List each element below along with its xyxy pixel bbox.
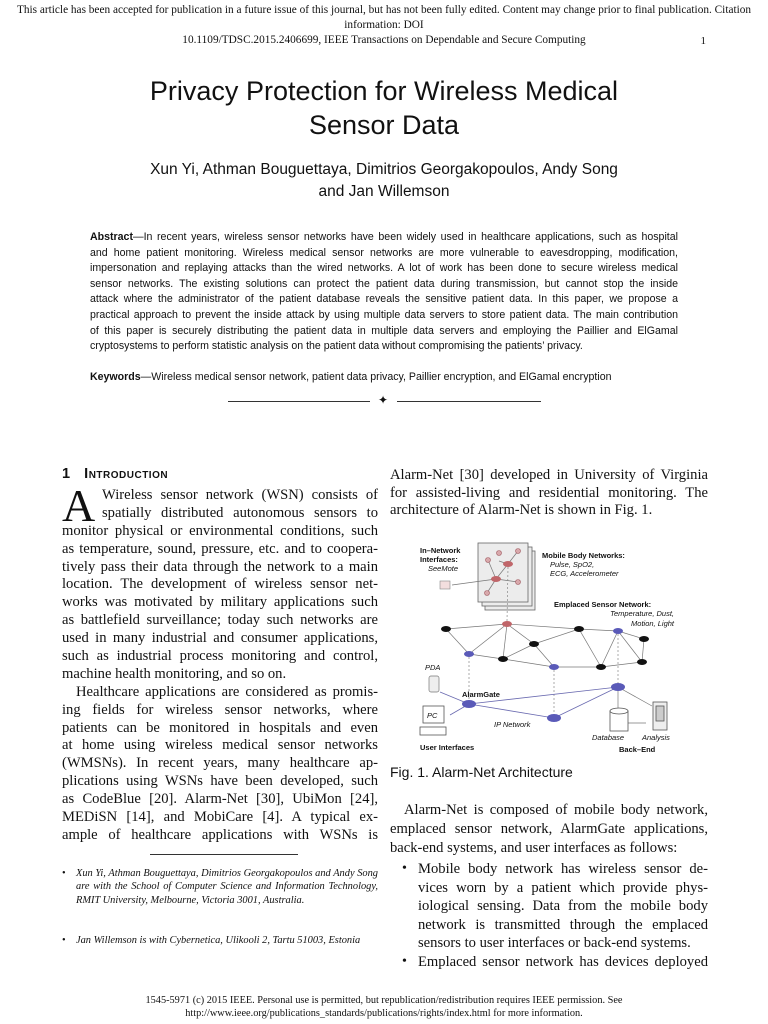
section-number: 1 [62,466,71,482]
paragraph-line: back-end systems, and user interfaces as follows: [390,840,678,856]
label-mobile-body-networks: Mobile Body Networks: [542,551,625,560]
footnote-rule [150,854,298,855]
paragraph-line: patients can be monitored in hospitals and even [62,719,378,736]
authors-line-1: Xun Yi, Athman Bouguettaya, Dimitrios Georgakopoulos, Andy Song [150,161,618,178]
abstract-line: cryptosystems to perform statistic analysis on the patient data without compromising the patients’ privacy. [90,340,583,353]
keywords-label: Keywords [90,371,141,383]
paragraph-line: Alarm-Net is composed of mobile body network, [404,802,708,818]
pda-icon [429,676,439,692]
seemote-icon [440,581,450,589]
label-in-network: In–Network [420,546,461,555]
bullet-emplaced-sensor-network [404,953,708,972]
paragraph-line: used in many industrial and consumer applications, [62,630,378,647]
label-pda: PDA [425,663,441,672]
paragraph-line: Alarm-Net [30] developed in University of Virginia [390,467,708,483]
label-seemote: SeeMote [428,564,459,573]
figure-caption: Fig. 1. Alarm-Net Architecture [390,764,573,780]
paragraph-line: (WMSNs). In recent years, many healthcare ap- [62,755,378,772]
journal-notice [0,3,768,48]
copyright-line-2: http://www.ieee.org/publications_standards/publications/rights/index.html for more information. [185,1007,583,1019]
right-column-body [390,801,708,858]
abstract-text: —In recent years, wireless sensor networks have been widely used in healthcare applications, such as hospital [132,231,678,243]
notice-line-1: This article has been accepted for publication in a future issue of this journal, but has not been fully edited. Content may change prior to final publication. Citation information: DOI [16,4,752,31]
abstract [90,230,678,355]
drop-cap: A [62,480,96,531]
paragraph-line: plications using WSNs have been developed, such [62,773,378,790]
abstract-line: sensor networks. The existing solutions can protect the patient data during transmission, but cannot stop the inside [90,277,678,290]
bullet-icon: • [402,861,407,876]
keywords [90,370,678,386]
paragraph-line: ample of healthcare applications with WSNs is [62,826,378,843]
analysis-icon [653,702,667,730]
gateway-nodes [462,628,625,722]
label-mbn-2: ECG, Accelerometer [550,569,619,578]
paragraph-line: machine health monitoring, and so on. [62,665,287,682]
separator-right [397,401,541,402]
paragraph-line: as CodeBlue [20]. Alarm-Net [30], UbiMon [24], [62,791,378,808]
left-column [62,480,378,845]
gateway-node-red [502,621,512,627]
separator-diamond-icon: ✦ [378,393,389,407]
alarm-net-architecture-figure [400,530,720,760]
abstract-label: Abstract [90,231,133,243]
paragraph-line: MEDiSN [14], and MobiCare [4]. A typical ex- [62,809,378,826]
paragraph-line: ing fields for wireless sensor networks, where [62,701,378,718]
footnote-2: • Jan Willemson is with Cybernetica, Ulikooli 2, Tartu 51003, Estonia [62,934,378,947]
page-number: 1 [700,35,706,47]
label-user-interfaces: User Interfaces [420,743,475,752]
label-mbn-1: Pulse, SpO2, [550,560,595,569]
authors-line-2: and Jan Willemson [318,183,450,200]
footnote-1: • Xun Yi, Athman Bouguettaya, Dimitrios Georgakopoulos and Andy Song are with the School of Computer Science and Information Technology, RMIT University, Melbourne, Victoria 3001, Australia. [62,868,378,906]
copyright-notice [0,995,768,1020]
copyright-line-1: 1545-5971 (c) 2015 IEEE. Personal use is permitted, but republication/redistribution requires IEEE permission. See [145,995,623,1006]
label-emplaced-sensor-network: Emplaced Sensor Network: [554,600,652,609]
body-hub-node [491,576,501,582]
abstract-line: of this paper is securely distributing the patient data in multiple data servers and employing the Paillier and ElGamal [90,324,678,337]
bullet-line: iological sensing. Data from the mobile body [418,898,708,914]
section-title: Introduction [84,466,169,482]
bullet-line: Mobile body network has wireless sensor de- [418,861,708,877]
label-esn-1: Temperature, Dust, [610,609,674,618]
paragraph-line: spatially distributed autonomous sensors to [102,504,378,521]
bullet-line: sensors to user interfaces or back-end systems. [418,935,691,951]
database-icon [610,708,628,731]
label-interfaces: Interfaces: [420,555,458,564]
paragraph-line: Wireless sensor network (WSN) consists of [102,487,378,503]
separator-left [228,401,370,402]
paragraph-line: architecture of Alarm-Net is shown in Fig. 1. [390,502,653,518]
label-pc: PC [427,711,438,720]
bullet-line: vices worn by a patient which provide phys- [418,879,708,896]
label-alarmgate: AlarmGate [462,690,500,699]
paragraph-line: emplaced sensor network, AlarmGate applications, [390,821,708,837]
footnote-text: Xun Yi, Athman Bouguettaya, Dimitrios Georgakopoulos and Andy Song are with the School of Computer Science and Information Technology, RMIT University, Melbourne, Victoria 3001, Australia. [76,868,378,906]
right-column-intro [390,467,708,520]
paragraph-line: such as industrial process monitoring and control, [62,648,378,665]
label-analysis: Analysis [642,733,670,742]
keywords-text: —Wireless medical sensor network, patient data privacy, Paillier encryption, and ElGamal encryption [140,371,612,383]
paragraph-line: tively pass their data through the network to a main [62,558,378,575]
title-line-2: Sensor Data [308,110,460,140]
footnote-text: Jan Willemson is with Cybernetica, Ulikooli 2, Tartu 51003, Estonia [76,935,361,946]
paragraph-line: as temperature, sound, pressure, etc. and to coopera- [62,540,378,557]
label-back-end: Back–End [619,745,656,754]
title-line-1: Privacy Protection for Wireless Medical [149,76,619,106]
paragraph-line: Healthcare applications are considered as promis- [76,683,378,700]
label-ip-network: IP Network [494,720,531,729]
label-database: Database [592,733,625,742]
abstract-line: attack where the administrator of the patient database reveals the sensitive patient data. In this paper, we propose a [90,293,678,306]
body-network-pages [478,543,535,610]
paragraph-line: for assisted-living and residential monitoring. The [390,484,708,501]
paragraph-line: at home using wireless medical sensor networks [62,737,378,754]
paragraph-line: works was motivated by military applications such [62,594,378,611]
author-list [0,159,768,203]
abstract-line [90,230,678,246]
bullet-mobile-body-network [404,860,708,953]
label-esn-2: Motion, Light [631,619,674,628]
abstract-line: and home patient monitoring. Wireless medical sensor networks are more vulnerable to eavesdropping, modification, [90,246,678,259]
abstract-line: practical approach to prevent the inside attack by using multiple data servers to store patient data. The main contribution [90,308,678,321]
bullet-icon: • [402,954,407,969]
abstract-line: impersonation and replaying attacks than the wired networks. A lot of work has been done to secure wireless medical [90,262,678,275]
bullet-line: Emplaced sensor network has devices deployed [418,954,708,970]
paragraph-line: location. The development of wireless sensor net- [62,576,378,593]
bullet-line: network is transmitted through the emplaced [418,916,708,933]
paragraph-line: as battlefield surveillance; today such networks are [62,612,378,629]
body-hub-node [503,561,513,567]
paper-title [0,74,768,142]
paragraph-line: monitor physical or environmental conditions, such [62,522,378,539]
notice-line-2: 10.1109/TDSC.2015.2406699, IEEE Transactions on Dependable and Secure Computing [182,34,586,46]
